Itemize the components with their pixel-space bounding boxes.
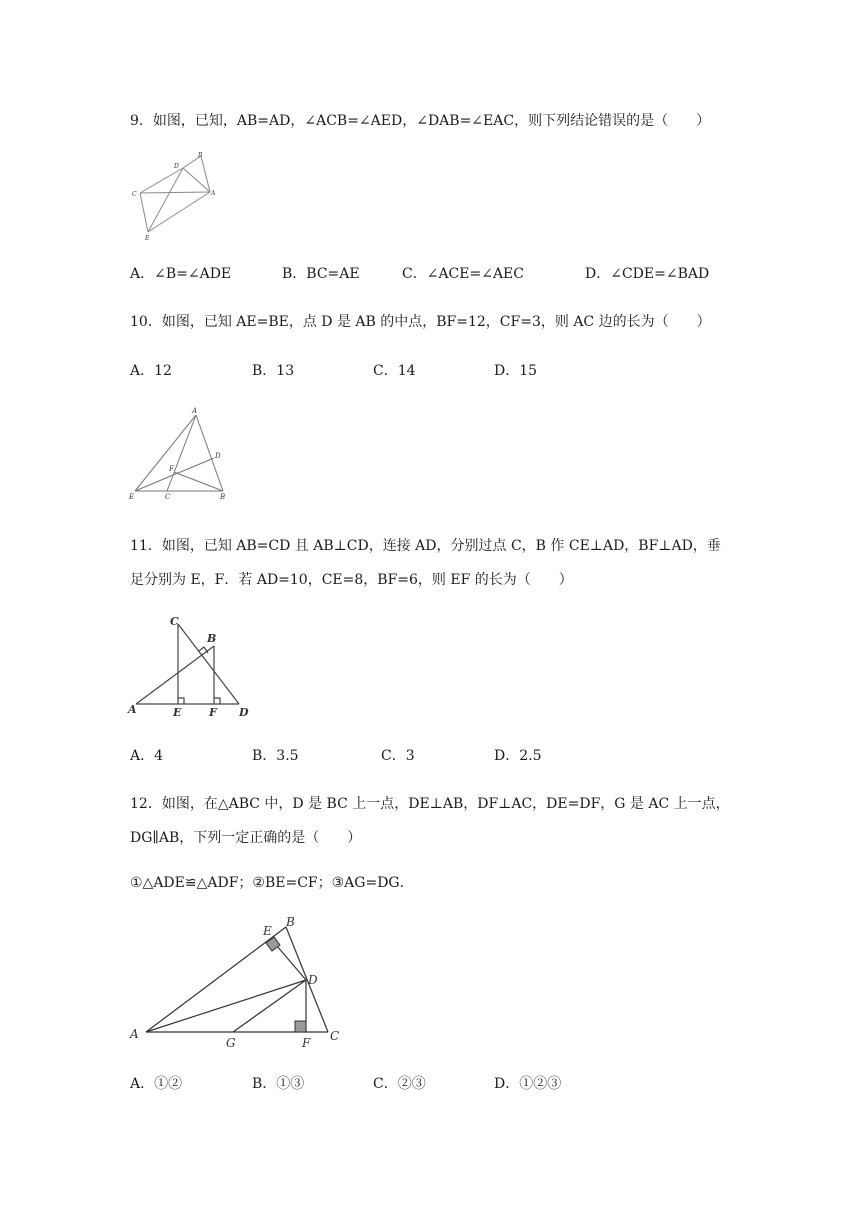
q11-label-b: B xyxy=(207,632,217,645)
q10-option-d: D．15 xyxy=(494,363,538,379)
q12-option-b: B．①③ xyxy=(252,1076,305,1092)
q9-label-a: A xyxy=(211,190,216,197)
q10-stem: 10．如图，已知 AE=BE，点 D 是 AB 的中点，BF=12，CF=3，则 AC 边的长为（ ） xyxy=(130,314,711,330)
q12-label-e: E xyxy=(263,924,272,938)
q10-label-b: B xyxy=(220,493,226,501)
q10-option-a: A．12 xyxy=(130,363,172,379)
q12-label-f: F xyxy=(302,1036,311,1050)
q11-label-e: E xyxy=(173,706,182,719)
q12-option-a: A．①② xyxy=(130,1076,183,1092)
q10-option-b: B．13 xyxy=(252,363,295,379)
q11-stem-line1: 11．如图，已知 AB=CD 且 AB⊥CD，连接 AD，分别过点 C，B 作 CE⊥AD，BF⊥AD，垂 xyxy=(130,538,721,554)
q11-option-c: C．3 xyxy=(381,748,415,764)
q12-label-d: D xyxy=(308,973,318,987)
q9-option-d: D．∠CDE=∠BAD xyxy=(585,266,710,282)
q9-label-b: B xyxy=(198,152,203,159)
q11-option-d: D．2.5 xyxy=(494,748,542,764)
q12-right-angle-e xyxy=(266,937,280,951)
q11-label-f: F xyxy=(209,706,217,719)
q9-option-c: C．∠ACE=∠AEC xyxy=(402,266,524,282)
q11-option-b: B．3.5 xyxy=(252,748,299,764)
q10-figure xyxy=(126,405,236,505)
q11-label-c: C xyxy=(170,615,179,628)
q9-figure xyxy=(128,148,223,243)
q11-stem-line2: 足分别为 E，F．若 AD=10，CE=8，BF=6，则 EF 的长为（ ） xyxy=(130,572,573,588)
q12-label-a: A xyxy=(130,1027,139,1041)
q11-option-a: A．4 xyxy=(130,748,164,764)
q10-label-d: D xyxy=(215,452,221,460)
q12-figure xyxy=(126,912,356,1052)
q10-label-e: E xyxy=(129,493,135,501)
q12-stem-line2: DG∥AB，下列一定正确的是（ ） xyxy=(130,830,362,846)
q10-option-c: C．14 xyxy=(373,363,416,379)
q12-option-c: C．②③ xyxy=(373,1076,426,1092)
q11-label-d: D xyxy=(239,706,249,719)
q10-label-a: A xyxy=(192,407,198,415)
q9-option-b: B．BC=AE xyxy=(282,266,360,282)
q9-stem: 9．如图，已知，AB=AD，∠ACB=∠AED，∠DAB=∠EAC，则下列结论错误的是（ ） xyxy=(130,113,711,129)
q11-label-a: A xyxy=(128,703,137,716)
q12-label-c: C xyxy=(330,1029,340,1043)
q12-statements: ①△ADE≌△ADF；②BE=CF；③AG=DG． xyxy=(130,875,414,891)
q9-label-d: D xyxy=(174,163,179,170)
q10-label-c: C xyxy=(165,493,171,501)
q12-label-b: B xyxy=(286,915,295,929)
q12-stem-line1: 12．如图，在△ABC 中，D 是 BC 上一点，DE⊥AB，DF⊥AC，DE=DF，G 是 AC 上一点， xyxy=(130,796,730,812)
q12-right-angle-f xyxy=(295,1021,306,1032)
q9-option-a: A．∠B=∠ADE xyxy=(130,266,232,282)
q12-option-d: D．①②③ xyxy=(494,1076,562,1092)
q12-label-g: G xyxy=(226,1036,236,1050)
q9-label-e: E xyxy=(145,235,150,242)
q9-label-c: C xyxy=(132,191,137,198)
q11-figure xyxy=(126,610,261,720)
q10-label-f: F xyxy=(169,465,174,473)
